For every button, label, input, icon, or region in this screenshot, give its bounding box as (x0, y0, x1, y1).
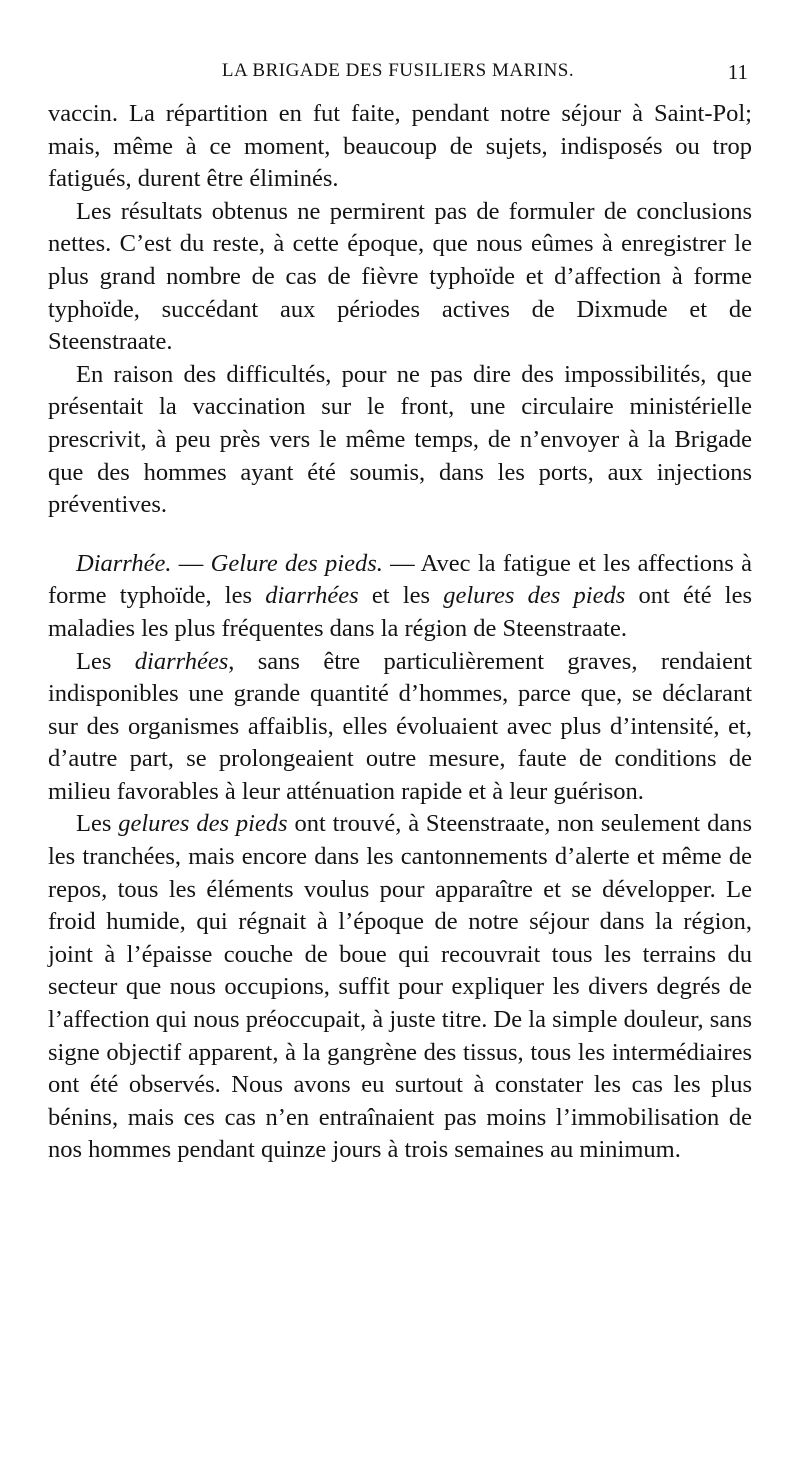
body-text (48, 98, 752, 1167)
running-title: LA BRIGADE DES FUSILIERS MARINS. (221, 60, 575, 81)
text-run: , sans être particulièrement graves, rendaient indisponibles une grande quantité d’hommes, parce que, se déclarant sur des organismes affaiblis, elles évoluaient avec plus d’intensité, et, d’autre part, se prolongeaient outre mesure, faute de conditions de milieu favorables à leur atténuation rapide et à leur guérison. (48, 647, 753, 805)
text-run: Avec la fatigue et les affections à forme typhoïde, les (48, 549, 753, 610)
heading-dash: — (382, 549, 421, 577)
emphasis-term: gelures des pieds (443, 582, 626, 610)
emphasis-term: diarrhées (265, 582, 359, 610)
running-head (48, 60, 748, 90)
page-number: 11 (727, 60, 748, 84)
heading-dash: — (171, 549, 211, 577)
text-run: ont trouvé, à Steenstraate, non seulement dans les tranchées, mais encore dans les cantonnements d’alerte et même de repos, tous les éléments voulus pour apparaître et se développer. Le froid humide, qui régnait à l’époque de notre séjour dans la région, joint à l’épaisse couche de boue qui recouvrait tous les terrains du secteur que nous occupions, suffit pour expliquer les divers degrés de l’affection qui nous préoccupait, à juste titre. De la simple douleur, sans signe objectif apparent, à la gangrène des tissus, tous les intermédiaires ont été observés. Nous avons eu surtout à constater les cas les plus bénins, mais ces cas n’en entraînaient pas moins l’immobilisation de nos hommes pendant quinze jours à trois semaines au minimum. (48, 810, 753, 1164)
paragraph-ministerial-circular: En raison des difficultés, pour ne pas dire des impossibilités, que présentait la vaccination sur le front, une circulaire ministérielle prescrivit, à peu près vers le même temps, de n’envoyer à la Brigade que des hommes ayant été soumis, dans les ports, aux injections préventives. (48, 360, 752, 519)
emphasis-term: diarrhées (134, 647, 229, 675)
paragraph-diarrhea-frostbite-intro (48, 548, 752, 646)
emphasis-term: gelures des pieds (118, 810, 288, 838)
text-run: ont été les maladies les plus fréquentes dans la région de Steenstraate. (48, 582, 753, 642)
text-run: et les (358, 582, 444, 610)
text-run: Les (76, 647, 135, 675)
section-heading-diarrhea: Diarrhée. (76, 549, 172, 577)
section-heading-frostbite: Gelure des pieds. (210, 549, 383, 577)
paragraph-vaccination-results: Les résultats obtenus ne permirent pas de formuler de conclusions nettes. C’est du reste, à cette époque, que nous eûmes à enregistrer le plus grand nombre de cas de fièvre typhoïde et d’affection à forme typhoïde, succédant aux périodes actives de Dixmude et de Steenstraate. (48, 197, 752, 356)
text-run: Les (76, 810, 119, 838)
paragraph-continuation: vaccin. La répartition en fut faite, pendant notre séjour à Saint-Pol; mais, même à ce moment, beaucoup de sujets, indisposés ou trop fatigués, durent être éliminés. (48, 100, 752, 193)
paragraph-diarrhea (48, 646, 752, 809)
paragraph-frostbite (48, 808, 752, 1167)
